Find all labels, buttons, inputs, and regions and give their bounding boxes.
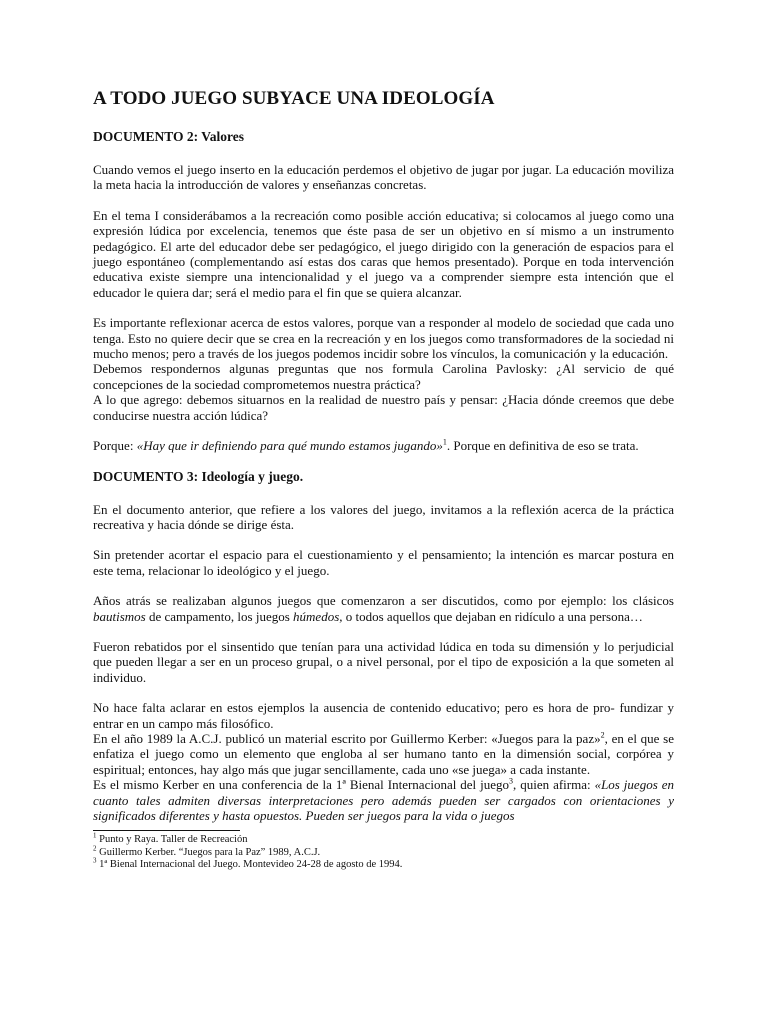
footnote	[93, 856, 674, 872]
footnote-text: Guillermo Kerber. “Juegos para la Paz” 1989, A.C.J.	[96, 846, 321, 858]
paragraph	[93, 777, 674, 823]
text-run: Es el mismo Kerber en una conferencia de la 1ª Bienal Internacional del juego	[93, 777, 510, 793]
section-heading-doc3: DOCUMENTO 3: Ideología y juego.	[93, 468, 304, 484]
text-run: En el año 1989 la A.C.J. publicó un material escrito por Guillermo Kerber: «Juegos para la paz»	[93, 730, 601, 746]
italic-term: húmedos,	[293, 608, 343, 624]
footnote-ref: 3	[509, 776, 514, 786]
italic-quote: «Hay que ir definiendo para qué mundo estamos jugando»	[136, 438, 443, 454]
paragraph: Es importante reflexionar acerca de estos valores, porque van a responder al modelo de sociedad que cada uno tenga. Esto no quiere decir que se crea en la recreación y en los juegos como transformadores de la sociedad ni mucho menos; pero a través de los juegos podemos incidir sobre los vínculos, la comunicación y la educación.	[93, 315, 674, 362]
text-run: , en el que se enfatiza el juego como un elemento que engloba al ser humano tanto en la dimensión social, corpórea y espiritual; entonces, hay algo más que jugar sencillamente, cada uno «se juega» a cada instante.	[93, 730, 674, 777]
text-run: , quien afirma:	[513, 777, 595, 793]
text-run: o todos aquellos que dejaban en ridículo a una persona…	[342, 608, 643, 624]
text-run: de campamento, los juegos	[145, 608, 294, 624]
paragraph: Debemos respondernos algunas preguntas que nos formula Carolina Pavlosky: ¿Al servicio de qué concepciones de la sociedad comprometemos nuestra práctica?	[93, 361, 674, 392]
footnote	[93, 831, 674, 847]
paragraph: No hace falta aclarar en estos ejemplos la ausencia de contenido educativo; pero es hora de pro- fundizar y entrar en un campo más filosófico.	[93, 700, 674, 731]
footnote-text: 1ª Bienal Internacional del Juego. Montevideo 24-28 de agosto de 1994.	[96, 859, 403, 871]
footnote-number: 2	[93, 844, 97, 853]
footnote-ref: 2	[600, 730, 605, 740]
page-content	[93, 88, 674, 872]
section-heading-doc2: DOCUMENTO 2: Valores	[93, 129, 245, 144]
footnote-text: Punto y Raya. Taller de Recreación	[96, 834, 248, 846]
paragraph: A lo que agrego: debemos situarnos en la realidad de nuestro país y pensar: ¿Hacia dónde creemos que debe conducirse nuestra acción lúdica?	[93, 392, 674, 423]
footnote-ref: 1	[442, 437, 447, 447]
footnote-number: 3	[93, 856, 97, 865]
paragraph: Fueron rebatidos por el sinsentido que tenían para una actividad lúdica en toda su dimensión y lo perjudicial que pueden llegar a ser en un proceso grupal, o a nivel personal, por el tipo de exposición a la que someten al individuo.	[93, 638, 674, 685]
text-run: Años atrás se realizaban algunos juegos que comenzaron a ser discutidos, como por ejemplo: los clásicos	[93, 593, 674, 609]
paragraph: Sin pretender acortar el espacio para el cuestionamiento y el pensamiento; la intención es marcar postura en este tema, relacionar lo ideológico y el juego.	[93, 547, 674, 578]
footnote-number: 1	[93, 831, 97, 840]
text-run: . Porque en definitiva de eso se trata.	[446, 438, 639, 454]
text-run: Porque:	[93, 438, 137, 454]
paragraph-quote	[93, 438, 674, 453]
footnotes	[93, 831, 674, 872]
footnote	[93, 844, 674, 860]
page-title: A TODO JUEGO SUBYACE UNA IDEOLOGÍA	[93, 88, 495, 109]
footnote-divider	[93, 830, 240, 831]
italic-quote: «Los juegos en cuanto tales admiten diversas interpretaciones pero además pueden ser cargados con orientaciones y significados diferentes y hasta opuestos. Pueden ser juegos para la vida o juegos	[93, 777, 674, 823]
italic-term: bautismos	[93, 608, 146, 624]
paragraph	[93, 593, 674, 624]
paragraph: En el documento anterior, que refiere a los valores del juego, invitamos a la reflexión acerca de la práctica recreativa y hacia dónde se dirige ésta.	[93, 501, 674, 532]
paragraph	[93, 731, 674, 777]
paragraph: En el tema I considerábamos a la recreación como posible acción educativa; si colocamos al juego como una expresión lúdica por excelencia, tenemos que éste pasa de ser un objetivo en sí mismo a un instrumento pedagógico. El arte del educador debe ser pedagógico, el juego dirigido con la generación de espacios para el juego espontáneo (complementando así estas dos caras que hemos presentado). Porque en toda intervención educativa existe siempre una intencionalidad y el juego va a comprender siempre esta intención que el educador le quiera dar; será el medio para el fin que se quiera alcanzar.	[93, 207, 674, 300]
paragraph: Cuando vemos el juego inserto en la educación perdemos el objetivo de jugar por jugar. La educación moviliza la meta hacia la introducción de valores y enseñanzas concretas.	[93, 162, 674, 193]
